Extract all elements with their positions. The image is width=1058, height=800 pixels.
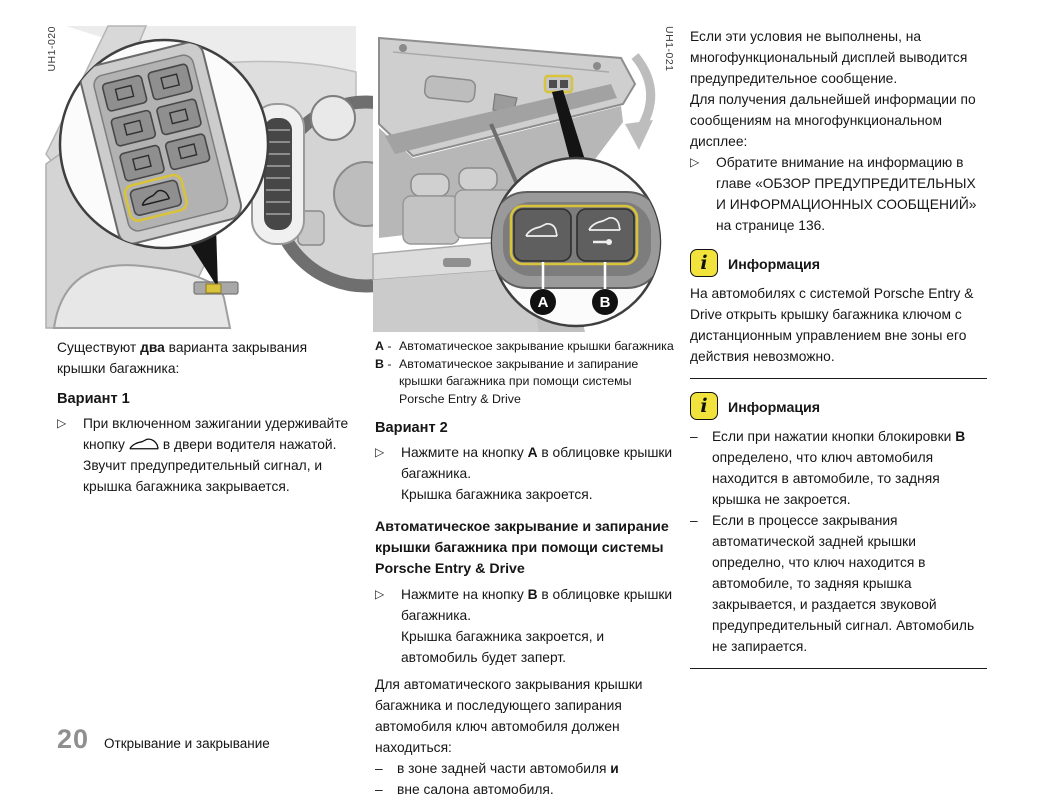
info-title: Информация xyxy=(728,257,821,273)
page-footer xyxy=(57,724,270,755)
legend-text-b: Автоматическое закрывание и запирание крышки багажника при помощи системы Porsche Entry & Drive xyxy=(399,356,674,409)
info-box-header xyxy=(690,392,987,420)
intro-post: варианта закрывания крышки багажника: xyxy=(57,340,308,376)
variant2-step-text: Нажмите на кнопку А в облицовке крышки багажника. Крышка багажника закроется. xyxy=(401,442,674,505)
variant1-step-post: в двери водителя нажатой. Звучит предупредительный сигнал, и крышка багажника закрывается. xyxy=(83,437,337,494)
chapter-title: Открывание и закрывание xyxy=(104,736,270,751)
info-box-entry-drive xyxy=(690,249,987,379)
legend-text-a: Автоматическое закрывание крышки багажника xyxy=(399,339,674,353)
intro-pre: Существуют xyxy=(57,340,141,355)
info-item-1: – Если при нажатии кнопки блокировки B определено, что ключ автомобиля находится в автомобиле, то задняя крышка не закроется. xyxy=(690,426,987,510)
step-marker: ▷ xyxy=(375,587,385,601)
reference-step-text: Обратите внимание на информацию в главе «ОБЗОР ПРЕДУПРЕДИТЕЛЬНЫХ И ИНФОРМАЦИОННЫХ СООБЩЕНИЙ» на странице 136. xyxy=(716,155,977,233)
dash-marker: – xyxy=(375,782,383,797)
page-number: 20 xyxy=(57,724,90,754)
info-box-key-detection xyxy=(690,392,987,669)
column-middle xyxy=(375,338,674,800)
column-left xyxy=(57,337,357,503)
figure-tailgate xyxy=(373,26,675,332)
info-box-header xyxy=(690,249,987,277)
info-icon: i xyxy=(690,249,718,277)
legend-item-b xyxy=(375,356,674,409)
step-marker: ▷ xyxy=(690,155,700,169)
legend-key-a: A - xyxy=(375,339,392,353)
door-panel-illustration xyxy=(46,26,356,328)
figure-2-label: UH1-021 xyxy=(663,26,675,72)
bullet-rear-zone: – в зоне задней части автомобиля и xyxy=(375,758,674,779)
bullet-outside-cabin: – вне салона автомобиля. xyxy=(375,779,674,800)
info-icon: i xyxy=(690,392,718,420)
info-item-2: – Если в процессе закрывания автоматической задней крышки определно, что ключ находится в автомобиле, то задняя крышка закрывается, и раздается звуковой предупредительный сигнал. Автомобиль не запирается. xyxy=(690,510,987,657)
variant1-step-pre: При включенном зажигании удерживайте кнопку xyxy=(83,416,349,452)
section-step-result: Крышка багажника закроется, и автомобиль будет заперт. xyxy=(401,629,605,665)
step-marker: ▷ xyxy=(375,445,385,459)
dash-marker: – xyxy=(690,513,698,528)
conditions-paragraph: Если эти условия не выполнены, на многофункциональный дисплей выводится предупредительное сообщение. xyxy=(690,29,968,86)
column-right xyxy=(690,26,987,669)
section-step xyxy=(375,584,674,668)
variant2-step-result: Крышка багажника закроется. xyxy=(401,487,593,502)
legend-item-a xyxy=(375,338,674,356)
legend-key-b: B - xyxy=(375,356,392,371)
callout-b: B xyxy=(599,294,611,311)
figure-legend xyxy=(375,338,674,408)
info-body: На автомобилях с системой Porsche Entry & Drive открыть крышку багажника ключом с дистанционным управлением вне зоны его действия невозможно. xyxy=(690,286,974,364)
dash-marker: – xyxy=(375,761,383,776)
legend-text-b-line2: Porsche Entry & Drive xyxy=(399,391,521,406)
intro-paragraph xyxy=(57,337,357,379)
reference-step xyxy=(690,152,987,236)
section-heading: Автоматическое закрывание и запирание крышки багажника при помощи системы Porsche Entry & Drive xyxy=(375,519,669,577)
intro-bold: два xyxy=(140,340,165,355)
variant2-step xyxy=(375,442,674,505)
info-title: Информация xyxy=(728,400,821,416)
tailgate-illustration xyxy=(373,26,675,332)
section-paragraph: Для автоматического закрывания крышки багажника и последующего запирания автомобиля ключ автомобиля должен находиться: xyxy=(375,677,643,755)
section-step-text: Нажмите на кнопку B в облицовке крышки багажника. Крышка багажника закроется, и автомобиль будет заперт. xyxy=(401,584,674,668)
figure-1-label: UH1-020 xyxy=(46,26,58,72)
variant2-heading: Вариант 2 xyxy=(375,420,448,436)
more-info-paragraph: Для получения дальнейшей информации по сообщениям на многофункциональном дисплее: xyxy=(690,92,976,149)
trunk-button-icon xyxy=(128,437,160,452)
callout-a: A xyxy=(537,294,549,311)
variant1-heading: Вариант 1 xyxy=(57,391,130,407)
step-marker: ▷ xyxy=(57,416,67,430)
dash-marker: – xyxy=(690,429,698,444)
figure-door-panel xyxy=(46,26,356,328)
variant1-step xyxy=(57,413,357,497)
variant1-step-text xyxy=(83,413,357,497)
